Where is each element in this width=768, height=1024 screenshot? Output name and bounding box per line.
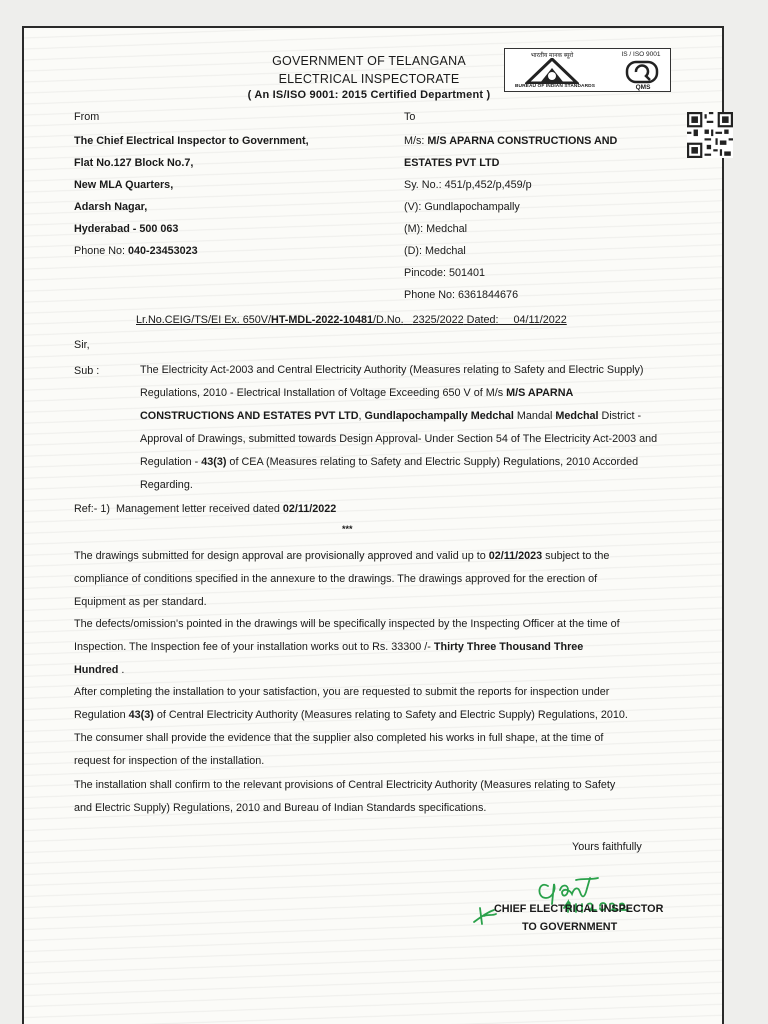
subject-company-cont: CONSTRUCTIONS AND ESTATES PVT LTD [140,410,359,422]
ref-dated-label: Dated: [463,314,499,326]
paragraph-5 [74,774,678,820]
p2-end: . [118,664,125,676]
p2-line-2 [74,636,678,659]
to-mandal: (M): Medchal [404,223,467,235]
certification-note: ( An IS/ISO 9001: 2015 Certified Department ) [247,89,491,101]
subject-regulation-no: 43(3) [201,456,227,468]
ref-dno: 2325/2022 [412,314,464,326]
subject-location: Gundlapochampally Medchal [364,410,514,422]
p3-line-2 [74,704,682,727]
to-survey-no: Sy. No.: 451/p,452/p,459/p [404,179,532,191]
p2-fee-text: Inspection. The Inspection fee of your installation works out to Rs. 33300 /- [74,641,434,653]
p3-line-1: After completing the installation to your satisfaction, you are requested to submit the reports for inspection under [74,686,610,698]
ref-prefix: Lr.No.CEIG/TS/EI Ex. 650V/ [136,314,272,326]
to-prefix: M/s: [404,135,428,147]
p1-text-end: subject to the [542,550,610,562]
dept-title: ELECTRICAL INSPECTORATE [278,72,460,86]
p1-line-1 [74,545,678,568]
p3-regulation-no: 43(3) [128,709,154,721]
p5-line-1: The installation shall confirm to the relevant provisions of Central Electricity Authority (Measures relating to Safety [74,779,616,791]
paragraph-3 [74,681,682,727]
ref-dno-label: /D.No. [373,314,404,326]
p2-line-3 [74,659,678,682]
p4-line-2: request for inspection of the installation. [74,755,265,767]
subject-company: M/S APARNA [506,387,574,399]
govt-title: GOVERNMENT OF TELANGANA [272,54,466,68]
ref-line [74,502,336,516]
ref-letter-date: 02/11/2022 [282,503,337,515]
ref-text: Management letter received dated [116,503,283,515]
subject-text: Regulations, 2010 - Electrical Installation of Voltage Exceeding 650 V of M/s [140,387,507,399]
bis-name-text: BUREAU OF INDIAN STANDARDS [514,84,596,89]
paragraph-2 [74,613,678,682]
p1-text: The drawings submitted for design approval are provisionally approved and valid up to [74,550,489,562]
signature-icon [452,860,682,928]
to-pincode: Pincode: 501401 [404,267,486,279]
subject-regulation-text: of CEA (Measures relating to Safety and Electric Supply) Regulations, 2010 Accorded [226,456,639,468]
subject-mandal: Mandal [513,410,556,422]
p1-line-3: Equipment as per standard. [74,596,207,608]
subject-label: Sub : [74,365,100,377]
p5-line-2: and Electric Supply) Regulations, 2010 and Bureau of Indian Standards specifications. [74,802,487,814]
subject-district: District - [598,410,642,422]
p2-line-1: The defects/omission's pointed in the drawings will be specifically inspected by the Inspecting Officer at the time of [74,618,620,630]
from-phone-number: 040-23453023 [128,245,198,257]
p1-line-2: compliance of conditions specified in the annexure to the drawings. The drawings approved for the erection of [74,573,598,585]
from-phone [74,244,198,258]
signatory-title-2: TO GOVERNMENT [522,921,618,933]
iso-text: IS / ISO 9001 [621,51,661,58]
to-label: To [404,111,416,123]
to-phone: Phone No: 6361844676 [404,289,519,301]
to-village: (V): Gundlapochampally [404,201,520,213]
salutation: Sir, [74,339,90,351]
from-line-3: New MLA Quarters, [74,179,174,191]
subject-comma: , [358,410,365,422]
subject-line-3 [140,405,696,428]
p4-line-1: The consumer shall provide the evidence that the supplier also completed his works in full shape, at the time of [74,732,604,744]
to-company-name: M/S APARNA CONSTRUCTIONS AND [427,135,618,147]
bis-logo-icon [525,58,579,84]
ref-label: Ref:- 1) [74,503,110,515]
to-company-1 [404,134,617,148]
qms-text: QMS [635,84,651,91]
subject-district-name: Medchal [555,410,599,422]
subject-line-6: Regarding. [140,479,193,491]
ref-code: HT-MDL-2022-10481 [271,314,374,326]
p3-text: of Central Electricity Authority (Measures relating to Safety and Electric Supply) Regulations, 2010. [153,709,628,721]
from-line-1: The Chief Electrical Inspector to Government, [74,135,309,147]
separator: *** [342,524,353,534]
subject-line-1: The Electricity Act-2003 and Central Electricity Authority (Measures relating to Safety and Electric Supply) [140,364,644,376]
qr-code-icon [687,112,733,158]
fee-in-words-end: Hundred [74,664,119,676]
bis-hindi-text: भारतीय मानक ब्यूरो [530,53,574,59]
paragraph-4 [74,727,678,773]
ref-date: 04/11/2022 [513,314,567,326]
subject-line-5 [140,451,696,474]
reference-line [136,313,567,327]
from-label: From [74,111,100,123]
subject-regulation: Regulation - [140,456,202,468]
from-line-4: Adarsh Nagar, [74,201,148,213]
subject-line-4: Approval of Drawings, submitted towards Design Approval- Under Section 54 of The Electricity Act-2003 and [140,433,658,445]
yours-faithfully: Yours faithfully [572,841,642,853]
from-line-2: Flat No.127 Block No.7, [74,157,194,169]
to-district: (D): Medchal [404,245,466,257]
certification-logos [504,48,671,92]
letter-page [22,26,724,1024]
fee-in-words: Thirty Three Thousand Three [433,641,584,653]
from-line-5: Hyderabad - 500 063 [74,223,179,235]
subject-line-2 [140,382,696,405]
signatory-title-1: CHIEF ELECTRICAL INSPECTOR [494,903,664,915]
validity-date: 02/11/2023 [488,550,543,562]
to-company-2: ESTATES PVT LTD [404,157,500,169]
from-phone-label: Phone No: [74,245,129,257]
qms-logo-icon [625,60,659,84]
p3-regulation: Regulation [74,709,129,721]
paragraph-1 [74,545,678,614]
